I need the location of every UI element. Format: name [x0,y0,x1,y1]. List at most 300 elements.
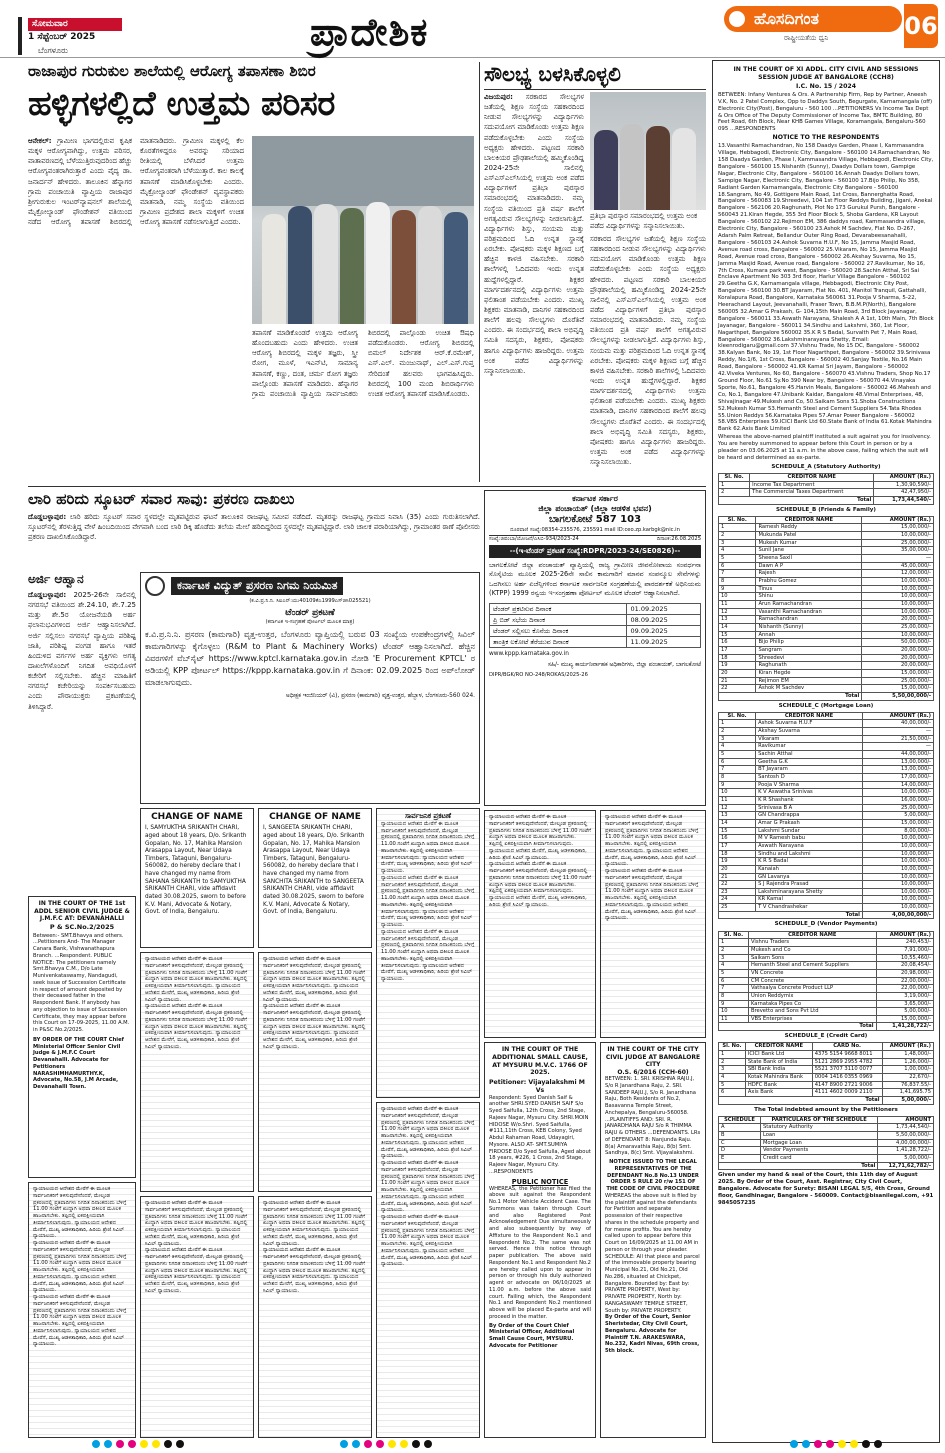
table-row [719,873,934,881]
row-number: 19 [719,662,756,670]
creditor-name: State Bank of India [745,1058,812,1066]
amount: — [862,743,933,751]
row-number: 9 [719,1000,749,1008]
row-number: 2 [719,946,749,954]
amount: 10,00,000/- [862,842,933,850]
zp-title: ಜಿಲ್ಲಾ ಪಂಚಾಯತ್ (ಜಿಲ್ಲಾ ಆಡಳಿತ ಭವನ) [538,504,652,513]
total-label: Total [719,911,863,919]
total-amount: 1,41,28,722/- [876,1023,933,1031]
row-number: 12 [719,804,756,812]
column-header: AMOUNT [878,1116,934,1124]
table-row [719,962,934,970]
table-row [719,1050,934,1058]
creditor-name: VBS Enterprises [748,1015,876,1023]
zp-body: ಬಾಗಲಕೋಟೆ ಜಿಲ್ಲಾ ಪಂಚಾಯತ್ ವ್ಯಾಪ್ತಿಯಲ್ಲಿ ರಾಜ್ಯ ಗ್ರಾಮೀಣ ಜೀವನೋಪಾಯ ಸಂವರ್ಧನಾ ಸೊಸೈಟಿಯ ಮೂಲಕ 2025-26ನೇ ಸಾಲಿನ ಕಾಮಗಾರಿಗೆ ಮಾನವ ಸಂಪನ್ಮೂಲ ಸೇವೆಗಳನ್ನು ಒದಗಿಸಲು ಅರ್ಹ ಏಜೆನ್ಸಿಗಳಿಂದ ಕರ್ನಾಟಕ ಸಾರ್ವಜನಿಕ ಸಂಗ್ರಹಣೆಯಲ್ಲಿ ಪಾರದರ್ಶಕತೆ ಅಧಿನಿಯಮ (KTPP) 1999 ರನ್ವಯ ಇ-ಸಂಗ್ರಹಣಾ ಪೋರ್ಟಲ್ ಮೂಲಕ ಟೆಂಡರ್ ಆಹ್ವಾನಿಸಲಾಗಿದೆ. [489,560,701,598]
zp-schedule-table [489,603,701,649]
table-row [719,819,934,827]
legal-footer: Given under my hand & seal of the Court, this 11th day of August 2025. By Order of the Court, Asst. Registrar, City Civil Court, Bangalore. Advocate for Surety: BISANI LEGAL 5/5, 4th Cross, Ground floor, Gandhinagar, Bangalore - 560009. Contact@bisanilegal.com, +91 9845057235 [718,1172,934,1206]
lead-photo [252,136,474,324]
amount: 76,837.55/- [882,1081,933,1089]
table-header-row [719,712,934,720]
amount: 1,48,000/- [882,1050,933,1058]
legal-body: Whereas the above-named plaintiff instituted a suit against you for insolvency. You are hereby summoned to appear before this Court in person or by a pleader on 03.06.2025 at 11 a.m. in the above case, failing which the suit will be heard and determined as ex-parte. [718,434,931,461]
amount: 42,47,950/- [874,489,934,497]
table-row [719,992,934,1000]
masthead-bar [18,17,22,55]
amount: 20,00,000/- [862,662,934,670]
row-number: 4 [719,547,756,555]
registration-dot [340,1440,348,1448]
amount: 10,00,000/- [862,858,933,866]
table-row [719,804,934,812]
amount: 5,50,00,000/- [878,1132,934,1140]
amount: 15,00,000/- [862,819,933,827]
devanahalli-case: P & SC.No.2/2025 [49,922,115,931]
application-headline: ಅರ್ಜಿ ಆಹ್ವಾನ [28,572,84,586]
kptcl-tender-notice [140,572,480,804]
legal-notice-head: NOTICE TO THE RESPONDENTS [772,134,880,142]
row-number: 10 [719,593,756,601]
column-header: Sl. No. [719,474,750,482]
row-number: 3 [719,1066,746,1074]
issue-date: 1 ಸೆಪ್ಟೆಂಬರ್ 2025 [28,32,96,43]
insolvency-court-notice [712,60,940,1443]
creditor-name: Ramachandran [756,616,862,624]
schedule-d-table [718,931,934,1032]
table-row [719,888,934,896]
row-number: 23 [719,888,756,896]
column-header: Sl. No. [719,1043,746,1051]
row-number: 7 [719,766,756,774]
column-header: AMOUNT (Rs.) [874,474,934,482]
application-body: ದೊಡ್ಡಬಳ್ಳಾಪುರ: 2025-26ನೇ ಸಾಲಿನಲ್ಲಿ ನಗರಸಭೆ ವತಿಯಿಂದ ಶೇ.24.10, ಶೇ.7.25 ಮತ್ತು ಶೇ.5ರ ಯೋಜನೆಯಡಿ ಅರ್ಹ ಫಲಾನುಭವಿಗಳಿಂದ ಅರ್ಜಿ ಆಹ್ವಾನಿಸಲಾಗಿದೆ. ಅರ್ಜಿ ಸಲ್ಲಿಸಲು ನಗರಸಭೆ ವ್ಯಾಪ್ತಿಯ ಪರಿಶಿಷ್ಟ ಜಾತಿ, ಪರಿಶಿಷ್ಟ ಪಂಗಡ ಹಾಗೂ ಇತರೆ ಹಿಂದುಳಿದ ವರ್ಗಗಳ ಅರ್ಹ ವ್ಯಕ್ತಿಗಳು ಅಗತ್ಯ ದಾಖಲೆಗಳೊಂದಿಗೆ ನಿಗದಿತ ಅವಧಿಯೊಳಗೆ ಕಚೇರಿಗೆ ಸಲ್ಲಿಸಬೇಕು. ಹೆಚ್ಚಿನ ಮಾಹಿತಿಗೆ ನಗರಸಭೆ ಕಚೇರಿಯನ್ನು ಸಂಪರ್ಕಿಸಬಹುದು ಎಂದು ಪೌರಾಯುಕ್ತರು ಪ್ರಕಟಣೆಯಲ್ಲಿ ತಿಳಿಸಿದ್ದಾರೆ. [28,591,136,711]
legal-respondents: 13.Vasanthi Ramachandran, No 158 Daadys Garden, Phase I, Kammasandra Village, Hebbagodi, Electronic City, Bangalore - 560100 14.Ramachandran, No 158 Daadys Garden, Phase I, Kammasandra Village, Hebbagodi, Electronic City, Bangalore - 560100 15.Nishanth (Sunny), Daadys Dollars town, Gampige Nagar, Electronic City, Bangalore - 560100 16.Annah Daadys Dollars town, Sampige Nagar, Electronic City, Bangalore - 560100 17.Bijo Philip, No 358, Radiant Garden Karnamangala, Electronic City Bangalore - 560100 18.Sangram, No 49, Gottigere Main Road, 1st Cross, Bannerghatta Road, Bangalore - 560083 19.Shreedevi, 104 1st Floor Reddys Building, Jigani, Anekal Bangalore - 562106 20.Raghunath, Plot No 173 Gurukul Pursh, Bangalore - 560043 21.Kiran Hegde, 355 3rd Floor Block 5, Shoba Gardens, KR Layout Bangalore - 560102 22.Rejimon EM, 386 daddys road, Kammasandra village, Electronic City, Bangalore - 560100 23.Ashok M Sachdev, Flat No. D-267, Adarsh Palm Retreat, Bellandur Outer Ring Road, Devarabeesanahalli, Bangalore - 560103 24.Ashok Suvarna H.U.F, No 15, Jamma Masjid Road, Avenue road cross, Bangalore - 560002 25.Vikaram, No 15, Jamma Masjid Road, Avenue road cross, Bangalore - 560002 26.Akshay Suvarna, No 15, Jamma Masjid Road, Avenue road, Bangalore - 560002 27.Ravikumar, No 16, 7th Cross, Kumara park west, Bangalore - 560020 28.Sachin Atthal, Sri Sai Enclave Apartment No 303 3rd floor, Harlur Village Bangalore - 560102 29.Geetha G.K, Karnamangala village, Hebbagodi, Electronic City Post, Bangalore - 560100 30.BT Jayaram, Flat No. 401, Manitol Tranquil, Gattahalli, Koralapura Road, Bangalore, Karnataka 560061 31.Pooja V Sharma, 5-22, Heerachand Layout, Jeevanahalli, Fraser Town, B.B.M.P(North), Bangalore 560005 32.Amar G Prakash, G- 104,15th Main Road, 3rd Block Jayanagar, Bangalore - 560011 33.Aswath Narayana, Shalesh A A 1st, 10th Main, 7th Block Jayanagar, Bangalore - 560011 34.Sindhu and Lakshmi, 360, 1st Floor, Nagarthpet, Bangalore 560002 35.K R S Badal, Survalth Pet 7, Main Road, Bangalore - 560002 36.Lakshminarayana Shetty, Email: kleenrodigaru@gmail.com 37.Vishnu Trade, No 15 DC, Bangalore - 560002 38.Kalyan Bank, No 19, 1st Floor Nagarthpet, Bangalore - 560002 39.Srinivasa Reddy, No.1/6, 1st Cross, Bangalore - 560002 40.Sanjay Textile, No.16 Main Road, Bangalore - 560002 41.KR Kamal Sri Jayam, Bangalore - 560002 42.Viveka Ventures, No 60, Bangalore - 560070 43.Vishnu Traders, Shop No.17 Ground Floor, No.61 Sy.No 390 Near by, Bangalore - 560070 44.Vinayaka Sporte, No.61, Bangalore 45.Harvin Meals, Bangalore - 560002 46.Mahesh and Co, No.1, Bangalore 47.Unibank Kaidar, Bangalore 48.Vimal Enterprises, 48, Shivajinagar 49.Mukesh and Co, 50.Saikam Sons 51.Shoba Constructions 52.Mukesh Kumar 53.Hemanth Steel and Cement Suppliers 54.Tata Rhodes 55.Union Reddys 56.Karnataka Pipes 57.Amar Power Bangalore - 560002 58.VBS Enterprises 59.ICICI Bank Ltd 60.State Bank of India 61.Kotak Mahindra Bank 62.Axis Bank Limited [718,143,934,433]
table-row [719,858,934,866]
amount: 20,00,000/- [862,654,934,662]
mysuru-notice-body: WHEREAS, the Petitioner has filed the above suit against the Respondent No.1 Motor Vehicle Accident Case. The Summons was taken through Court and also Registered Post Acknowledgement Due simultaneously and also subsequently by way of Affixture to the Respondent No.1 and Respondent No.2. The same was not served. Hence this notice through paper publication. The above said Respondent No.1 and Respondent No.2 are hereby called upon to appear in person or through his duly authorized agent or advocate on 06/10/2025 at 11.00 a.m. before the above said court. Failing which, the Respondent No.1 and Respondent No.2 mentioned above will be placed Ex-parte and will proceed in the matter. [489,1185,591,1320]
amount: 10,00,000/- [862,578,934,586]
amount: 20,08,454/- [876,962,933,970]
schedule-e-title: SCHEDULE_E (Credit Card) [784,1033,868,1040]
kannada-court-notice-7: ನ್ಯಾಯಾಲಯದ ಆದೇಶದ ಮೇರೆಗೆ ಈ ಮೂಲಕ ಸಾರ್ವಜನಿಕರಿಗೆ ತಿಳಿಸುವುದೇನೆಂದರೆ, ಮೇಲ್ಕಂಡ ಪ್ರಕರಣದಲ್ಲಿ ಪ್ರತಿವಾದಿಗಳು ನಿಗದಿತ ದಿನಾಂಕದಂದು ಬೆಳಿಗ್ಗೆ 11.00 ಗಂಟೆಗೆ ಖುದ್ದಾಗಿ ಅಥವಾ ವಕೀಲರ ಮೂಲಕ ಹಾಜರಾಗಬೇಕು. ತಪ್ಪಿದಲ್ಲಿ ಏಕಪಕ್ಷೀಯವಾಗಿ ತೀರ್ಮಾನಿಸಲಾಗುವುದು. ನ್ಯಾಯಾಲಯದ ಆದೇಶದ ಮೇರೆಗೆ, ಮುಖ್ಯ ಆಡಳಿತಾಧಿಕಾರಿ, ಹಿರಿಯ ಶ್ರೇಣಿ ಸಿವಿಲ್ ನ್ಯಾಯಾಲಯ. ನ್ಯಾಯಾಲಯದ ಆದೇಶದ ಮೇರೆಗೆ ಈ ಮೂಲಕ ಸಾರ್ವಜನಿಕರಿಗೆ ತಿಳಿಸುವುದೇನೆಂದರೆ, ಮೇಲ್ಕಂಡ ಪ್ರಕರಣದಲ್ಲಿ ಪ್ರತಿವಾದಿಗಳು ನಿಗದಿತ ದಿನಾಂಕದಂದು ಬೆಳಿಗ್ಗೆ 11.00 ಗಂಟೆಗೆ ಖುದ್ದಾಗಿ ಅಥವಾ ವಕೀಲರ ಮೂಲಕ ಹಾಜರಾಗಬೇಕು. ತಪ್ಪಿದಲ್ಲಿ ಏಕಪಕ್ಷೀಯವಾಗಿ ತೀರ್ಮಾನಿಸಲಾಗುವುದು. ನ್ಯಾಯಾಲಯದ ಆದೇಶದ ಮೇರೆಗೆ, ಮುಖ್ಯ ಆಡಳಿತಾಧಿಕಾರಿ, ಹಿರಿಯ ಶ್ರೇಣಿ ಸಿವಿಲ್ ನ್ಯಾಯಾಲಯ. [484,810,596,1038]
registration-dot [176,1440,184,1448]
table-row [719,578,934,586]
zp-date: ದಿನಾಂಕ:26.08.2025 [656,536,701,543]
row-number: 21 [719,677,756,685]
row-number: 12 [719,608,756,616]
mysuru-title: IN THE COURT OF THE ADDITIONAL SMALL CAUSE, AT MYSURU M.V.C. 1766 OF 2025. [492,1046,588,1077]
registration-dot [838,1440,846,1448]
city-civil-notice-body: WHEREAS the above suit is filed by the plaintiff against the defendants for Partition and separate possession of their respective shares in the schedule property and for mesne profits. You are hereby called upon to appear before this Court on 16/09/2025 at 11.00 AM in person or through your pleader. [605,1192,699,1253]
table-row [719,1000,934,1008]
creditor-name: K R S Badal [756,858,863,866]
card-number: 5521 3707 3110 0077 [812,1066,882,1074]
change-of-name-1 [140,808,254,948]
table-row [719,608,934,616]
row-number: 1 [719,1050,746,1058]
creditor-name: Geetha G.K [756,758,863,766]
schedule-c-table [718,712,934,920]
color-registration-marks-left [92,1440,184,1450]
city-civil-schedule: SCHEDULE: All that piece and parcel of the immovable property bearing Municipal No.21, Old No.21, Old No.286, situated at Chickpet, Bangalore. Bounded by: East by: PRIVATE PROPERTY, West by: PRIVATE PROPERTY, North by: RANGASWAMY TEMPLE STREET, South by: PRIVATE PROPERTY. [605,1253,700,1314]
creditor-name: Ravikumar [756,743,863,751]
column-header: CARD No. [812,1043,882,1051]
amount: 40,00,000/- [862,720,933,728]
registration-dot [116,1440,124,1448]
column-header: CREDITOR NAME [745,1043,812,1051]
row-number: 6 [719,977,749,985]
legal-case: I.C. No. 15 / 2024 [795,82,857,90]
zp-sign: ಸಹಿ/- ಮುಖ್ಯ ಕಾರ್ಯನಿರ್ವಾಹಕ ಅಧಿಕಾರಿಗಳು, ಜಿಲ್ಲಾ ಪಂಚಾಯತ್, ಬಾಗಲಕೋಟೆ [547,662,701,669]
amount: 240,453/- [876,939,933,947]
amount: 10,00,000/- [862,835,933,843]
creditor-name: Sindhu and Lakshmi [756,850,863,858]
creditor-name: Aswath Narayana [756,842,863,850]
amount: 25,00,000/- [862,677,934,685]
total-row [719,911,934,919]
amount: 45,00,000/- [862,562,934,570]
table-row [490,615,701,626]
creditor-name: Brevetto and Sons Pvt Ltd [748,1008,876,1016]
table-row [719,1147,934,1155]
column-header: Sl. No. [719,516,756,524]
amount: 10,00,000/- [862,601,934,609]
row-number: 5 [719,1081,746,1089]
schedule-label: ತಾಂತ್ರಿಕ ಲಕೋಟೆ ತೆರೆಯುವ ದಿನಾಂಕ [490,637,627,648]
creditor-name: Vishnu Traders [748,939,876,947]
page-number: 06 [904,4,938,48]
kptcl-refs: (ಕ.ವಿ.ಪ್ರ.ನಿ.ನಿ. ಸಿಐಎನ್:ಯು40109ಕೆಎ1999ಎಸ್‌ಜಿಸಿ025521) [249,598,371,604]
schedule-a-title: SCHEDULE_A (Statutory Authority) [771,463,881,470]
column-header: CREDITOR NAME [748,931,876,939]
amount: 10,00,000/- [862,585,934,593]
creditor-name: Rejimon EM [756,677,862,685]
row-number: 1 [719,720,756,728]
table-row [719,547,934,555]
creditor-name: GN Chandrappa [756,812,863,820]
con2-title: CHANGE OF NAME [269,812,361,822]
creditor-name: Santosh D [756,773,863,781]
total-amount: 1,73,44,540/- [874,497,934,505]
creditor-name: Prabhu Gomez [756,578,862,586]
amount: 5,00,000/- [862,812,933,820]
amount: 25,00,000/- [862,539,934,547]
creditor-name: Kotak Mahindra Bank [745,1073,812,1081]
legal-title: IN THE COURT OF XI ADDL. CITY CIVIL AND SESSIONS SESSION JUDGE AT BANGALORE (CCH8) [733,66,919,81]
creditor-name: GN Lavanya [756,873,863,881]
row-number: 5 [719,751,756,759]
kannada-court-notice-3: ನ್ಯಾಯಾಲಯದ ಆದೇಶದ ಮೇರೆಗೆ ಈ ಮೂಲಕ ಸಾರ್ವಜನಿಕರಿಗೆ ತಿಳಿಸುವುದೇನೆಂದರೆ, ಮೇಲ್ಕಂಡ ಪ್ರಕರಣದಲ್ಲಿ ಪ್ರತಿವಾದಿಗಳು ನಿಗದಿತ ದಿನಾಂಕದಂದು ಬೆಳಿಗ್ಗೆ 11.00 ಗಂಟೆಗೆ ಖುದ್ದಾಗಿ ಅಥವಾ ವಕೀಲರ ಮೂಲಕ ಹಾಜರಾಗಬೇಕು. ತಪ್ಪಿದಲ್ಲಿ ಏಕಪಕ್ಷೀಯವಾಗಿ ತೀರ್ಮಾನಿಸಲಾಗುವುದು. ನ್ಯಾಯಾಲಯದ ಆದೇಶದ ಮೇರೆಗೆ, ಮುಖ್ಯ ಆಡಳಿತಾಧಿಕಾರಿ, ಹಿರಿಯ ಶ್ರೇಣಿ ಸಿವಿಲ್ ನ್ಯಾಯಾಲಯ. ನ್ಯಾಯಾಲಯದ ಆದೇಶದ ಮೇರೆಗೆ ಈ ಮೂಲಕ ಸಾರ್ವಜನಿಕರಿಗೆ ತಿಳಿಸುವುದೇನೆಂದರೆ, ಮೇಲ್ಕಂಡ ಪ್ರಕರಣದಲ್ಲಿ ಪ್ರತಿವಾದಿಗಳು ನಿಗದಿತ ದಿನಾಂಕದಂದು ಬೆಳಿಗ್ಗೆ 11.00 ಗಂಟೆಗೆ ಖುದ್ದಾಗಿ ಅಥವಾ ವಕೀಲರ ಮೂಲಕ ಹಾಜರಾಗಬೇಕು. ತಪ್ಪಿದಲ್ಲಿ ಏಕಪಕ್ಷೀಯವಾಗಿ ತೀರ್ಮಾನಿಸಲಾಗುವುದು. ನ್ಯಾಯಾಲಯದ ಆದೇಶದ ಮೇರೆಗೆ, ಮುಖ್ಯ ಆಡಳಿತಾಧಿಕಾರಿ, ಹಿರಿಯ ಶ್ರೇಣಿ ಸಿವಿಲ್ ನ್ಯಾಯಾಲಯ. ನ್ಯಾಯಾಲಯದ ಆದೇಶದ ಮೇರೆಗೆ ಈ ಮೂಲಕ ಸಾರ್ವಜನಿಕರಿಗೆ ತಿಳಿಸುವುದೇನೆಂದರೆ, ಮೇಲ್ಕಂಡ ಪ್ರಕರಣದಲ್ಲಿ ಪ್ರತಿವಾದಿಗಳು ನಿಗದಿತ ದಿನಾಂಕದಂದು ಬೆಳಿಗ್ಗೆ 11.00 ಗಂಟೆಗೆ ಖುದ್ದಾಗಿ ಅಥವಾ ವಕೀಲರ ಮೂಲಕ ಹಾಜರಾಗಬೇಕು. ತಪ್ಪಿದಲ್ಲಿ ಏಕಪಕ್ಷೀಯವಾಗಿ ತೀರ್ಮಾನಿಸಲಾಗುವುದು. ನ್ಯಾಯಾಲಯದ ಆದೇಶದ ಮೇರೆಗೆ, ಮುಖ್ಯ ಆಡಳಿತಾಧಿಕಾರಿ, ಹಿರಿಯ ಶ್ರೇಣಿ ಸಿವಿಲ್ ನ್ಯಾಯಾಲಯ. [28,1182,136,1438]
registration-dot [862,1440,870,1448]
column-header: AMOUNT (Rs.) [862,712,933,720]
table-row [719,1154,934,1162]
table-row [719,835,934,843]
masthead [0,0,945,58]
summary-table [718,1116,934,1171]
creditor-name: Lakshmi Sundar [756,827,863,835]
creditor-name: Arun Ramachandran [756,601,862,609]
second-body-col2: ಸರಕಾರದ ಸೌಲಭ್ಯಗಳ ಜತೆಯಲ್ಲಿ ಶಿಕ್ಷಣ ಸಂಸ್ಥೆಯ ಸಹಕಾರದಿಂದ ನೀಡುವ ಸೌಲಭ್ಯಗಳನ್ನು ವಿದ್ಯಾರ್ಥಿಗಳು ಸದುಪಯೋಗ ಮಾಡಿಕೊಂಡು ಉತ್ತಮ ಶಿಕ್ಷಣ ಪಡೆದುಕೊಳ್ಳಬೇಕು ಎಂದು ಸಂಸ್ಥೆಯ ಅಧ್ಯಕ್ಷರು ಹೇಳಿದರು. ಪಟ್ಟಣದ ಸರಕಾರಿ ಬಾಲಕಿಯರ ಪ್ರೌಢಶಾಲೆಯಲ್ಲಿ ಹಮ್ಮಿಕೊಂಡಿದ್ದ 2024-25ನೇ ಸಾಲಿನಲ್ಲಿ ಎಸ್ಎಸ್ಎಲ್‌ಸಿಯಲ್ಲಿ ಉತ್ತಮ ಅಂಕ ಪಡೆದ ವಿದ್ಯಾರ್ಥಿಗಳಿಗೆ ಪ್ರತಿಭಾ ಪುರಸ್ಕಾರ ಸಮಾರಂಭದಲ್ಲಿ ಮಾತನಾಡಿದರು. ನಮ್ಮ ಸಂಸ್ಥೆಯ ವತಿಯಿಂದ ಪ್ರತಿ ವರ್ಷ ಶಾಲೆಗೆ ಅಗತ್ಯವಿರುವ ಸೌಲಭ್ಯಗಳನ್ನು ನೀಡಲಾಗುತ್ತಿದೆ. ವಿದ್ಯಾರ್ಥಿಗಳು ಶಿಸ್ತು, ಸಂಯಮ ಮತ್ತು ಪರಿಶ್ರಮದಿಂದ ಓದಿ ಉನ್ನತ ಸ್ಥಾನಕ್ಕೆ ಏರಬೇಕು. ಪೋಷಕರು ಮಕ್ಕಳ ಶಿಕ್ಷಣದ ಬಗ್ಗೆ ಹೆಚ್ಚಿನ ಕಾಳಜಿ ವಹಿಸಬೇಕು. ಸರಕಾರಿ ಶಾಲೆಗಳಲ್ಲಿ ಓದಿದವರು ಇಂದು ಉನ್ನತ ಹುದ್ದೆಗಳಲ್ಲಿದ್ದಾರೆ. ಶಿಕ್ಷಕರ ಮಾರ್ಗದರ್ಶನದಲ್ಲಿ ವಿದ್ಯಾರ್ಥಿಗಳು ಉತ್ತಮ ಫಲಿತಾಂಶ ಪಡೆಯಬೇಕು ಎಂದರು. ಮುಖ್ಯ ಶಿಕ್ಷಕರು ಮಾತನಾಡಿ, ದಾನಿಗಳ ಸಹಕಾರದಿಂದ ಶಾಲೆಗೆ ಹಲವು ಸೌಲಭ್ಯಗಳು ದೊರೆತಿವೆ ಎಂದರು. ಈ ಸಂದರ್ಭದಲ್ಲಿ ಶಾಲಾ ಅಭಿವೃದ್ಧಿ ಸಮಿತಿ ಸದಸ್ಯರು, ಶಿಕ್ಷಕರು, ಪೋಷಕರು ಹಾಗೂ ವಿದ್ಯಾರ್ಥಿಗಳು ಹಾಜರಿದ್ದರು. ಉತ್ತಮ ಅಂಕ ಪಡೆದ ವಿದ್ಯಾರ್ಥಿಗಳನ್ನು ಸನ್ಮಾನಿಸಲಾಯಿತು. [590,235,706,467]
table-row [719,954,934,962]
amount: 15,00,000/- [876,1015,933,1023]
schedule-date: 11.09.2025 [627,637,701,648]
table-row [719,781,934,789]
amount: 20,00,000/- [862,616,934,624]
table-row [719,489,934,497]
creditor-name: M V Ramesh babu [756,835,863,843]
total-label: Total [719,497,874,505]
schedule-particulars: Vendor Payments [760,1147,877,1155]
total-row [719,692,934,700]
schedule-particulars: Mortgage Loan [760,1139,877,1147]
summary-title: The Total indebted amount by the Petitioners [754,1106,898,1113]
row-number: 22 [719,881,756,889]
accident-body: ದೊಡ್ಡಬಳ್ಳಾಪುರ: ಲಾರಿ ಹರಿದು ಸ್ಕೂಟರ್ ಸವಾರ ಸ್ಥಳದಲ್ಲೇ ಮೃತಪಟ್ಟಿರುವ ಘಟನೆ ತಾಲೂಕಿನ ರಾಜಘಟ್ಟ ಸಮೀಪ ನಡೆದಿದೆ. ಮೃತರನ್ನು ರಾಜಘಟ್ಟ ಗ್ರಾಮದ ನಿವಾಸಿ (35) ಎಂದು ಗುರುತಿಸಲಾಗಿದೆ. ಸ್ಕೂಟರ್‌ನಲ್ಲಿ ತೆರಳುತ್ತಿದ್ದ ವೇಳೆ ಹಿಂಬದಿಯಿಂದ ವೇಗವಾಗಿ ಬಂದ ಲಾರಿ ಡಿಕ್ಕಿ ಹೊಡೆದು ತಲೆಯ ಮೇಲೆ ಹರಿದಿದ್ದರಿಂದ ಸ್ಥಳದಲ್ಲೇ ಮೃತಪಟ್ಟಿದ್ದಾರೆ. ಲಾರಿ ಚಾಲಕ ಪರಾರಿಯಾಗಿದ್ದು, ಗ್ರಾಮಾಂತರ ಠಾಣೆ ಪೊಲೀಸರು ಪ್ರಕರಣ ದಾಖಲಿಸಿಕೊಂಡಿದ್ದಾರೆ. [28,512,480,542]
schedule-letter: B [719,1132,761,1140]
table-header-row [719,474,934,482]
total-amount: 4,00,00,000/- [862,911,933,919]
card-number: 0004 1416 0355 0969 [812,1073,882,1081]
table-row [719,1139,934,1147]
schedule-e-table [718,1042,934,1104]
table-row [719,524,934,532]
lead-kicker: ರಾಜಾಪುರ ಗುರುಕುಲ ಶಾಲೆಯಲ್ಲಿ ಆರೋಗ್ಯ ತಪಾಸಣಾ ಶಿಬಿರ [28,62,316,80]
row-number: 3 [719,539,756,547]
row-number: 5 [719,555,756,563]
table-row [719,555,934,563]
row-number: 2 [719,532,756,540]
table-row [719,1081,934,1089]
amount: 10,00,000/- [862,850,933,858]
table-row [719,720,934,728]
devanahalli-title: IN THE COURT OF THE 1st ADDL SENIOR CIVIL JUDGE & J.M.F.C AT: DEVANAHALLI [34,900,130,922]
table-row [490,626,701,637]
row-number: 8 [719,578,756,586]
amount: 44,00,000/- [862,751,933,759]
amount: 10,00,000/- [862,608,934,616]
column-header: CREDITOR NAME [750,474,874,482]
table-row [719,669,934,677]
city-civil-court-notice [600,1042,706,1438]
accident-story [28,490,480,568]
table-row [719,685,934,693]
row-number: 21 [719,873,756,881]
amount: 10,00,000/- [862,865,933,873]
schedule-particulars: Loan [760,1132,877,1140]
amount: 10,00,000/- [862,532,934,540]
amount: 50,00,000/- [862,639,934,647]
creditor-name: Mukesh Kumar [756,539,862,547]
issue-city: ಬೆಂಗಳೂರು [38,45,68,55]
row-number: 3 [719,735,756,743]
table-header-row [719,1043,934,1051]
kptcl-sub: (ಕರ್ನಾಟಕ ಇ-ಸಂಗ್ರಹಣೆ ಪೋರ್ಟಲ್ ಮೂಲಕ ಮಾತ್ರ) [265,619,355,625]
row-number: 2 [719,489,750,497]
schedule-letter: A [719,1124,761,1132]
row-number: 18 [719,850,756,858]
table-row [719,601,934,609]
row-number: 3 [719,954,749,962]
amount: 3,19,000/- [876,992,933,1000]
creditor-name: Income Tax Department [750,481,874,489]
creditor-name: BT Jayaram [756,766,863,774]
amount: 12,00,000/- [862,570,934,578]
mysuru-court-notice [484,1042,596,1438]
creditor-name: Dawn A P [756,562,862,570]
devanahalli-court-notice [28,896,136,1178]
creditor-name: Ashok Suvarna H.U.F [756,720,863,728]
schedule-letter: E [719,1154,761,1162]
creditor-name: HDFC Bank [745,1081,812,1089]
kptcl-signature: ಅಧೀಕ್ಷಕ ಇಂಜಿನಿಯರ್ (ವಿ), ಪ್ರಸರಣ (ಕಾಮಗಾರಿ) ವೃತ್ತ-ಉತ್ತರ, ಹೆಬ್ಬಾಳ, ಬೆಂಗಳೂರು-560 024. [285,692,475,699]
amount: 22,00,000/- [876,977,933,985]
total-label: Total [719,1162,878,1170]
registration-dot [802,1440,810,1448]
row-number: 25 [719,904,756,912]
table-row [719,773,934,781]
total-amount: 5,00,000/- [882,1096,933,1104]
table-row [719,1015,934,1023]
creditor-name: Sangram [756,646,862,654]
table-row [719,758,934,766]
row-number: 10 [719,789,756,797]
issue-info [28,18,122,56]
table-row [719,743,934,751]
registration-dot [388,1440,396,1448]
row-number: 6 [719,758,756,766]
kptcl-body: ಕ.ವಿ.ಪ್ರ.ನಿ.ನಿ. ಪ್ರಸರಣ (ಕಾಮಗಾರಿ) ವೃತ್ತ-ಉತ್ತರ, ಬೆಂಗಳೂರು ವ್ಯಾಪ್ತಿಯಲ್ಲಿ ಬರುವ 03 ಸಂಖ್ಯೆಯ ಉಪಕೇಂದ್ರಗಳಲ್ಲಿ ಸಿವಿಲ್ ಕಾಮಗಾರಿಗಳನ್ನು ಕೈಗೊಳ್ಳಲು (R&M to Plant & Machinery Works) ಟೆಂಡರ್ ಆಹ್ವಾನಿಸಲಾಗಿದೆ. ಹೆಚ್ಚಿನ ವಿವರಗಳಿಗೆ ವೆಬ್‌ಸೈಟ್ https://www.kptcl.karnataka.gov.in ನೋಡಿ 'E Procurement KPTCL' ರ ಅಡಿಯಲ್ಲಿ KPP ಪೋರ್ಟಲ್ https://kppp.karnataka.gov.in ಗೆ ದಿನಾಂಕ: 02.09.2025 ರಿಂದ ಅಪ್‌ಲೋಡ್ ಮಾಡಲಾಗುವುದು. [145,629,475,687]
zp-header: ಕರ್ನಾಟಕ ಸರ್ಕಾರ [572,494,618,503]
table-row [719,662,934,670]
row-number: 17 [719,842,756,850]
registration-dot [352,1440,360,1448]
creditor-name: Raghunath [756,662,862,670]
table-row [719,728,934,736]
amount: 10,00,000/- [862,904,933,912]
amount: 10,00,000/- [862,888,933,896]
table-header-row [719,516,934,524]
table-row [719,585,934,593]
amount: 13,00,000/- [862,758,933,766]
schedule-date: 01.09.2025 [627,603,701,614]
creditor-name: Mukunda Patel [756,532,862,540]
kannada-court-notice-1: ನ್ಯಾಯಾಲಯದ ಆದೇಶದ ಮೇರೆಗೆ ಈ ಮೂಲಕ ಸಾರ್ವಜನಿಕರಿಗೆ ತಿಳಿಸುವುದೇನೆಂದರೆ, ಮೇಲ್ಕಂಡ ಪ್ರಕರಣದಲ್ಲಿ ಪ್ರತಿವಾದಿಗಳು ನಿಗದಿತ ದಿನಾಂಕದಂದು ಬೆಳಿಗ್ಗೆ 11.00 ಗಂಟೆಗೆ ಖುದ್ದಾಗಿ ಅಥವಾ ವಕೀಲರ ಮೂಲಕ ಹಾಜರಾಗಬೇಕು. ತಪ್ಪಿದಲ್ಲಿ ಏಕಪಕ್ಷೀಯವಾಗಿ ತೀರ್ಮಾನಿಸಲಾಗುವುದು. ನ್ಯಾಯಾಲಯದ ಆದೇಶದ ಮೇರೆಗೆ, ಮುಖ್ಯ ಆಡಳಿತಾಧಿಕಾರಿ, ಹಿರಿಯ ಶ್ರೇಣಿ ಸಿವಿಲ್ ನ್ಯಾಯಾಲಯ. ನ್ಯಾಯಾಲಯದ ಆದೇಶದ ಮೇರೆಗೆ ಈ ಮೂಲಕ ಸಾರ್ವಜನಿಕರಿಗೆ ತಿಳಿಸುವುದೇನೆಂದರೆ, ಮೇಲ್ಕಂಡ ಪ್ರಕರಣದಲ್ಲಿ ಪ್ರತಿವಾದಿಗಳು ನಿಗದಿತ ದಿನಾಂಕದಂದು ಬೆಳಿಗ್ಗೆ 11.00 ಗಂಟೆಗೆ ಖುದ್ದಾಗಿ ಅಥವಾ ವಕೀಲರ ಮೂಲಕ ಹಾಜರಾಗಬೇಕು. ತಪ್ಪಿದಲ್ಲಿ ಏಕಪಕ್ಷೀಯವಾಗಿ ತೀರ್ಮಾನಿಸಲಾಗುವುದು. ನ್ಯಾಯಾಲಯದ ಆದೇಶದ ಮೇರೆಗೆ, ಮುಖ್ಯ ಆಡಳಿತಾಧಿಕಾರಿ, ಹಿರಿಯ ಶ್ರೇಣಿ ಸಿವಿಲ್ ನ್ಯಾಯಾಲಯ. [140,952,254,1192]
zp-footer: DIPR/BGK/RO NO-248/ROKAS/2025-26 [489,671,588,678]
con2-body: I, SANGEETA SRIKANTH CHARI, aged about 18 years, D/o. Srikanth Gopalan, No. 17, Mahika Mansion Arasappa Layout, Near Udaya Timbers, Tataguni, Bengaluru-560082, do hereby declare that I have changed my name from SANCHITA SRIKANTH to SANGEETA SRIKANTH CHARI, vide affidavit dated 30.08.2025, sworn to before K.V. Mani, Advocate & Notary, Govt. of India, Bengaluru. [263,825,365,916]
table-row [719,646,934,654]
section-title: ಪ್ರಾದೇಶಿಕ [310,9,429,54]
row-number: 6 [719,562,756,570]
creditor-name: Pooja V Sharma [756,781,863,789]
table-row [719,850,934,858]
kptcl-emblem-icon [145,576,165,596]
creditor-name: Bijo Philip [756,639,862,647]
table-row [719,532,934,540]
registration-dot [814,1440,822,1448]
registration-dot [128,1440,136,1448]
row-number: 7 [719,985,749,993]
creditor-name: Sheena Saxil [756,555,862,563]
kptcl-banner: ಟೆಂಡರ್ ಪ್ರಕಟಣೆ [285,607,335,618]
second-photo [590,92,706,210]
table-row [719,654,934,662]
table-row [719,827,934,835]
creditor-name: T V Chandrashekar [756,904,863,912]
total-row [719,497,934,505]
creditor-name: Kiran Hegde [756,669,862,677]
issue-day: ಸೋಮವಾರ [28,18,122,31]
registration-dot [400,1440,408,1448]
row-number: 1 [719,939,749,947]
table-row [719,766,934,774]
card-number: 4375 5154 9668 8011 [812,1050,882,1058]
mysuru-notice-head: PUBLIC NOTICE [511,1177,569,1186]
application-notice [28,572,136,892]
legal-between: BETWEEN: Infany Ventures & Ors. A Partnership Firm, Rep by Partner, Aneesh V.K, No. 2 Patel Complex, Opp to Daddys South, Begurgate, Karnamangala (off) Electronic City(Post), Bengaluru - 560 100 ...PETITIONERS Vs Income Tax Dept & Ors Office of The Deputy Commissioner of Income Tax, BMTC Building, 80 Feet Road, 6th Block, Near KHB Games Village, Koramangala, Bengaluru-560 095 ...RESPONDENTS [718,91,933,133]
table-row [490,603,701,614]
table-row [719,1089,934,1097]
creditor-name: Mukesh and Co [748,946,876,954]
city-civil-sign: By Order of the Court, Senior Sheristedar, City Civil Court, Bengaluru. Advocate for Plaintiff T.N. ARAKESWARA, No.232, Kadri Nivas, 69th cross, 5th block. [605,1314,700,1354]
registration-dot [790,1440,798,1448]
row-number: 9 [719,585,756,593]
creditor-name: K R Shashank [756,796,863,804]
mysuru-respondents: Respondent: Syed Danish Saif & another SHRI.SYED DANISH SAIF S/o Syed Saifulla, 12th Cross, 2nd Stage, Rajeev Nagar, Mysuru City. SHRI.MOIN HIDOSE W/o.Shri. Syed Saifulla, #111,11th Cross, KEB Colony, Syed Abdul Rahaman Road, Udayagiri, Mysore. ALSO AT- SMT.SUMIYA FIRDOSE D/o Syed Saifulla, Aged about 18 years, #226, 1 Cross, 2nd Stage, Rajeev Nagar, Mysuru City. ...RESPONDENTS [489,1094,591,1175]
table-row [719,896,934,904]
schedule-letter: C [719,1139,761,1147]
second-headline: ಸೌಲಭ್ಯ ಬಳಸಿಕೊಳ್ಳಲಿ [484,62,706,90]
amount: 1,26,000/- [882,1058,933,1066]
creditor-name: Vathsalya Concrete Product LLP [748,985,876,993]
creditor-name: Akshay Suvarna [756,728,863,736]
creditor-name: Vikaram [756,735,863,743]
table-row [719,639,934,647]
schedule-label: ಪ್ರಿ ಬಿಡ್ ಸಭೆಯ ದಿನಾಂಕ [490,615,627,626]
creditor-name: Lakshminarayana Shetty [756,888,863,896]
kannada-court-notice-4: ನ್ಯಾಯಾಲಯದ ಆದೇಶದ ಮೇರೆಗೆ ಈ ಮೂಲಕ ಸಾರ್ವಜನಿಕರಿಗೆ ತಿಳಿಸುವುದೇನೆಂದರೆ, ಮೇಲ್ಕಂಡ ಪ್ರಕರಣದಲ್ಲಿ ಪ್ರತಿವಾದಿಗಳು ನಿಗದಿತ ದಿನಾಂಕದಂದು ಬೆಳಿಗ್ಗೆ 11.00 ಗಂಟೆಗೆ ಖುದ್ದಾಗಿ ಅಥವಾ ವಕೀಲರ ಮೂಲಕ ಹಾಜರಾಗಬೇಕು. ತಪ್ಪಿದಲ್ಲಿ ಏಕಪಕ್ಷೀಯವಾಗಿ ತೀರ್ಮಾನಿಸಲಾಗುವುದು. ನ್ಯಾಯಾಲಯದ ಆದೇಶದ ಮೇರೆಗೆ, ಮುಖ್ಯ ಆಡಳಿತಾಧಿಕಾರಿ, ಹಿರಿಯ ಶ್ರೇಣಿ ಸಿವಿಲ್ ನ್ಯಾಯಾಲಯ. ನ್ಯಾಯಾಲಯದ ಆದೇಶದ ಮೇರೆಗೆ ಈ ಮೂಲಕ ಸಾರ್ವಜನಿಕರಿಗೆ ತಿಳಿಸುವುದೇನೆಂದರೆ, ಮೇಲ್ಕಂಡ ಪ್ರಕರಣದಲ್ಲಿ ಪ್ರತಿವಾದಿಗಳು ನಿಗದಿತ ದಿನಾಂಕದಂದು ಬೆಳಿಗ್ಗೆ 11.00 ಗಂಟೆಗೆ ಖುದ್ದಾಗಿ ಅಥವಾ ವಕೀಲರ ಮೂಲಕ ಹಾಜರಾಗಬೇಕು. ತಪ್ಪಿದಲ್ಲಿ ಏಕಪಕ್ಷೀಯವಾಗಿ ತೀರ್ಮಾನಿಸಲಾಗುವುದು. ನ್ಯಾಯಾಲಯದ ಆದೇಶದ ಮೇರೆಗೆ, ಮುಖ್ಯ ಆಡಳಿತಾಧಿಕಾರಿ, ಹಿರಿಯ ಶ್ರೇಣಿ ಸಿವಿಲ್ ನ್ಯಾಯಾಲಯ. [140,1196,254,1438]
zp-contact: ದೂರವಾಣಿ ಸಂಖ್ಯೆ:08354-235576, 235591 mail ID:ceo.zp.karbgk@nic.in [510,526,680,533]
amount: 20,98,000/- [876,969,933,977]
schedule-date: 09.09.2025 [627,626,701,637]
creditor-name: Hemanth Steel and Cement Suppliers [748,962,876,970]
amount: 35,00,000/- [862,547,934,555]
table-row [719,865,934,873]
creditor-name: Vasanthi Ramachandran [756,608,862,616]
row-number: 11 [719,601,756,609]
row-number: 1 [719,524,756,532]
zp-ref: ಸಂಖ್ಯೆ:ಜಿಪಂಬಾ/ಯೋಜನೆ/ಎಸಿಬಿ-934/2023-24 [489,536,579,543]
city-civil-title: IN THE COURT OF THE CITY CIVIL JUDGE AT BANGALORE CITY [605,1046,701,1068]
amount: 10,00,000/- [862,631,934,639]
creditor-name: Srinivasa B A [756,804,863,812]
amount: 16,00,000/- [862,796,933,804]
schedule-b-table [718,516,934,701]
row-number: 4 [719,962,749,970]
table-row [719,1124,934,1132]
registration-dot [92,1440,100,1448]
logo-tagline: ರಾಷ್ಟ್ರೀಯತೆಯ ಧ್ವನಿ [784,34,829,42]
lead-dateline: ಆನೇಕಲ್: [28,137,52,145]
amount: 20,00,000/- [862,646,934,654]
creditor-name: Shinu [756,593,862,601]
total-row [719,1096,934,1104]
amount: 1,41,695.75 [882,1089,933,1097]
total-label: Total [719,692,862,700]
column-header: AMOUNT (Rs.) [862,516,934,524]
zp-place: ಬಾಗಲಕೋಟೆ 587 103 [548,514,642,525]
con1-body: I, SAMYUKTHA SRIKANTH CHARI, aged about 18 years, D/o. Srikanth Gopalan, No. 17, Mahika Mansion Arasappa Layout, Near Udaya Timbers, Tataguni, Bengaluru-560082, do hereby declare that I have changed my name from SAHANA SRIKANTH to SAMYUKTHA SRIKANTH CHARI, vide affidavit dated 30.08.2025, sworn to before K.V. Mani, Advocate & Notary, Govt. of India, Bengaluru. [145,825,247,916]
kannada-public-notice-1: ಸಾರ್ವಜನಿಕ ಪ್ರಕಟಣೆ ನ್ಯಾಯಾಲಯದ ಆದೇಶದ ಮೇರೆಗೆ ಈ ಮೂಲಕ ಸಾರ್ವಜನಿಕರಿಗೆ ತಿಳಿಸುವುದೇನೆಂದರೆ, ಮೇಲ್ಕಂಡ ಪ್ರಕರಣದಲ್ಲಿ ಪ್ರತಿವಾದಿಗಳು ನಿಗದಿತ ದಿನಾಂಕದಂದು ಬೆಳಿಗ್ಗೆ 11.00 ಗಂಟೆಗೆ ಖುದ್ದಾಗಿ ಅಥವಾ ವಕೀಲರ ಮೂಲಕ ಹಾಜರಾಗಬೇಕು. ತಪ್ಪಿದಲ್ಲಿ ಏಕಪಕ್ಷೀಯವಾಗಿ ತೀರ್ಮಾನಿಸಲಾಗುವುದು. ನ್ಯಾಯಾಲಯದ ಆದೇಶದ ಮೇರೆಗೆ, ಮುಖ್ಯ ಆಡಳಿತಾಧಿಕಾರಿ, ಹಿರಿಯ ಶ್ರೇಣಿ ಸಿವಿಲ್ ನ್ಯಾಯಾಲಯ. ನ್ಯಾಯಾಲಯದ ಆದೇಶದ ಮೇರೆಗೆ ಈ ಮೂಲಕ ಸಾರ್ವಜನಿಕರಿಗೆ ತಿಳಿಸುವುದೇನೆಂದರೆ, ಮೇಲ್ಕಂಡ ಪ್ರಕರಣದಲ್ಲಿ ಪ್ರತಿವಾದಿಗಳು ನಿಗದಿತ ದಿನಾಂಕದಂದು ಬೆಳಿಗ್ಗೆ 11.00 ಗಂಟೆಗೆ ಖುದ್ದಾಗಿ ಅಥವಾ ವಕೀಲರ ಮೂಲಕ ಹಾಜರಾಗಬೇಕು. ತಪ್ಪಿದಲ್ಲಿ ಏಕಪಕ್ಷೀಯವಾಗಿ ತೀರ್ಮಾನಿಸಲಾಗುವುದು. ನ್ಯಾಯಾಲಯದ ಆದೇಶದ ಮೇರೆಗೆ, ಮುಖ್ಯ ಆಡಳಿತಾಧಿಕಾರಿ, ಹಿರಿಯ ಶ್ರೇಣಿ ಸಿವಿಲ್ ನ್ಯಾಯಾಲಯ. ನ್ಯಾಯಾಲಯದ ಆದೇಶದ ಮೇರೆಗೆ ಈ ಮೂಲಕ ಸಾರ್ವಜನಿಕರಿಗೆ ತಿಳಿಸುವುದೇನೆಂದರೆ, ಮೇಲ್ಕಂಡ ಪ್ರಕರಣದಲ್ಲಿ ಪ್ರತಿವಾದಿಗಳು ನಿಗದಿತ ದಿನಾಂಕದಂದು ಬೆಳಿಗ್ಗೆ 11.00 ಗಂಟೆಗೆ ಖುದ್ದಾಗಿ ಅಥವಾ ವಕೀಲರ ಮೂಲಕ ಹಾಜರಾಗಬೇಕು. ತಪ್ಪಿದಲ್ಲಿ ಏಕಪಕ್ಷೀಯವಾಗಿ ತೀರ್ಮಾನಿಸಲಾಗುವುದು. ನ್ಯಾಯಾಲಯದ ಆದೇಶದ ಮೇರೆಗೆ, ಮುಖ್ಯ ಆಡಳಿತಾಧಿಕಾರಿ, ಹಿರಿಯ ಶ್ರೇಣಿ ಸಿವಿಲ್ ನ್ಯಾಯಾಲಯ. [376,808,480,1098]
